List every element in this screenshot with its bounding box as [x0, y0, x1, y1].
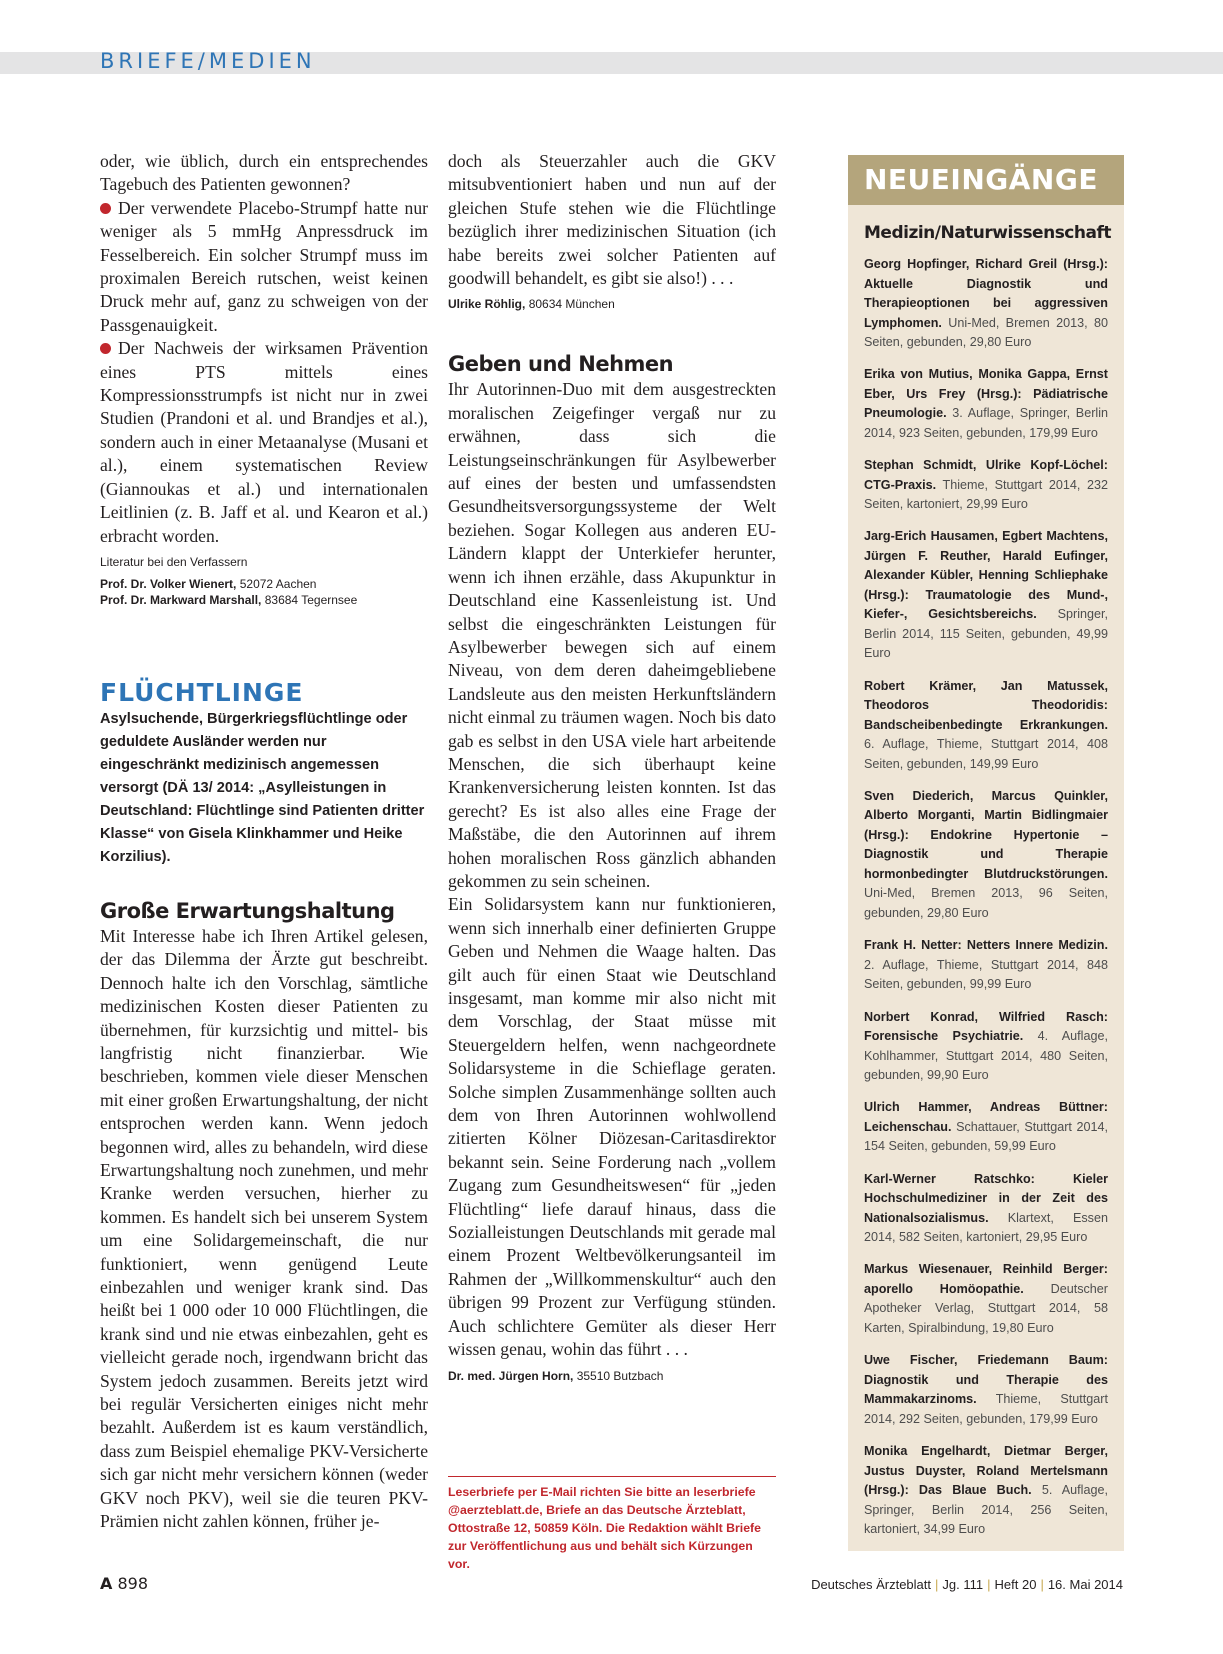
- book-details: Thieme, Stuttgart 2014, 232 Seiten, kartoniert, 29,99 Euro: [864, 477, 1108, 512]
- bullet-item: Der verwendete Placebo-Strumpf hatte nur weniger als 5 mmHg Anpressdruck im Fesselbereich. Ein solcher Strumpf muss im proximalen Bereich rutschen, weist keinen Druck mehr auf, ganz zu schweigen von der Passgenauigkeit.: [100, 197, 428, 335]
- book-list: [848, 255, 1124, 1540]
- page-number: A 898: [100, 1574, 149, 1593]
- letter-headline: Geben und Nehmen: [448, 352, 674, 377]
- book-details: Klartext, Essen 2014, 582 Seiten, kartoniert, 29,95 Euro: [864, 1210, 1108, 1245]
- author-line: Dr. med. Jürgen Horn, 35510 Butzbach: [448, 1368, 664, 1383]
- book-title: Markus Wiesenauer, Reinhild Berger: aporello Homöopathie.: [864, 1262, 1108, 1296]
- letter-intro: oder, wie üblich, durch ein entsprechendes Tagebuch des Patienten gewonnen?: [100, 151, 428, 195]
- book-details: Uni-Med, Bremen 2013, 96 Seiten, gebunden, 29,80 Euro: [864, 886, 1108, 920]
- book-title: Robert Krämer, Jan Matussek, Theodoros Theodoridis: Bandscheibenbedingte Erkrankungen.: [864, 678, 1108, 732]
- book-title: Sven Diederich, Marcus Quinkler, Alberto Morganti, Martin Bidlingmaier (Hrsg.): Endokrine Hypertonie – Diagnostik und Therapie hormonbedingter Blutdruckstörungen.: [864, 788, 1108, 881]
- column-middle: [448, 150, 776, 1384]
- book-entry: [848, 1442, 1124, 1540]
- book-title: Monika Engelhardt, Dietmar Berger, Justus Duyster, Roland Mertelsmann (Hrsg.): Das Blaue Buch.: [864, 1444, 1108, 1498]
- book-entry: [848, 1170, 1124, 1248]
- book-entry: [848, 677, 1124, 775]
- book-details: Uni-Med, Bremen 2013, 80 Seiten, gebunden, 29,80 Euro: [864, 315, 1108, 349]
- book-entry: [848, 1008, 1124, 1086]
- book-entry: [848, 1098, 1124, 1157]
- new-arrivals-sidebar: [848, 155, 1124, 1551]
- book-title: Ulrich Hammer, Andreas Büttner: Leichenschau.: [864, 1100, 1108, 1134]
- book-details: 5. Auflage, Springer, Berlin 2014, 256 Seiten, kartoniert, 34,99 Euro: [864, 1483, 1108, 1537]
- book-entry: [848, 787, 1124, 924]
- letter-continuation: doch als Steuerzahler auch die GKV mitsubventioniert haben und nun auf der gleichen Stufe stehen wie die Flüchtlinge bezüglich ihrer medizinischen Situation (ich habe bereits zwei solcher Patienten auf goodwill behandelt, es gibt sie also!) . . .: [448, 151, 776, 289]
- sidebar-subtitle: Medizin/Naturwissenschaft: [864, 223, 1111, 243]
- letter-headline: Große Erwartungshaltung: [100, 898, 395, 923]
- sidebar-title: NEUEINGÄNGE: [848, 155, 1124, 205]
- letter-body: Mit Interesse habe ich Ihren Artikel gelesen, der das Dilemma der Ärzte gut beschreibt. Dennoch halte ich den Vorschlag, sämtliche medizinischen Kosten dieser Patienten zu übernehmen, für kurzsichtig und mittel- bis langfristig nicht finanzierbar. Wie beschrieben, kommen viele dieser Menschen mit einer großen Erwartungshaltung, der nicht entsprochen werden kann. Wenn jedoch begonnen wird, alles zu behandeln, wird diese Erwartungshaltung noch zunehmen, und mehr Kranke werden versuchen, hierher zu kommen. Es handelt sich bei unserem System um eine Solidargemeinschaft, die nur funktioniert, wenn genügend Leute einbezahlen und weniger krank sind. Das heißt bei 1 000 oder 10 000 Flüchtlingen, die krank sind und nie etwas einbezahlen, geht es vielleicht gerade noch, irgendwann bricht das System jedoch zusammen. Bereits jetzt wird bei regulär Versicherten einiges nicht mehr bezahlt. Außerdem ist es kaum verständlich, dass zum Beispiel ehemalige PKV-Versicherte sich gar nicht mehr versichern können (weder GKV noch PKV), weil sie die teuren PKV-Prämien nicht zahlen können, früher je-: [100, 925, 428, 1532]
- literature-note: Literatur bei den Verfassern: [100, 554, 248, 569]
- section-label: BRIEFE/MEDIEN: [100, 49, 316, 73]
- book-details: 4. Auflage, Kohlhammer, Stuttgart 2014, 480 Seiten, gebunden, 99,90 Euro: [864, 1029, 1108, 1083]
- book-title: Georg Hopfinger, Richard Greil (Hrsg.): Aktuelle Diagnostik und Therapieoptionen bei aggressiven Lymphomen.: [864, 257, 1108, 330]
- bullet-dot-icon: [100, 343, 111, 354]
- book-details: 3. Auflage, Springer, Berlin 2014, 923 Seiten, gebunden, 179,99 Euro: [864, 406, 1108, 440]
- author-line: Ulrike Röhlig, 80634 München: [448, 297, 615, 312]
- author-line: Prof. Dr. Markward Marshall, 83684 Tegernsee: [100, 592, 358, 607]
- book-title: Norbert Konrad, Wilfried Rasch: Forensische Psychiatrie.: [864, 1009, 1108, 1044]
- book-title: Jarg-Erich Hausamen, Egbert Machtens, Jürgen F. Reuther, Harald Eufinger, Alexander Kübler, Henning Schliephake (Hrsg.): Traumatologie des Mund-, Kiefer-, Gesichtsbereichs.: [864, 529, 1108, 622]
- book-entry: [848, 365, 1124, 443]
- book-details: Deutscher Apotheker Verlag, Stuttgart 2014, 58 Karten, Spiralbindung, 19,80 Euro: [864, 1281, 1108, 1335]
- book-title: Frank H. Netter: Netters Innere Medizin.: [864, 938, 1108, 953]
- column-left: [100, 150, 428, 1533]
- bullet-dot-icon: [100, 203, 111, 214]
- letter-body: Ein Solidarsystem kann nur funktionieren, wenn sich innerhalb einer definierten Gruppe Geben und Nehmen die Waage halten. Das gilt auch für einen Staat wie Deutschland insgesamt, man komme mir also nicht mit dem Vorschlag, der Staat müsse mit Steuergeldern helfen, wenn nachgeordnete Solidarsysteme in die Schieflage geraten. Solche simplen Zusammenhänge sollten auch dem von Ihren Autorinnen wohlwollend zitierten Kölner Diözesan-Caritasdirektor bekannt sein. Seine Forderung nach „vollem Zugang zum Gesundheitswesen“ für „jeden Flüchtling“ liefe darauf hinaus, dass die Sozialleistungen Deutschlands mit gerade mal einem Prozent Weltbevölkerungsanteil im Rahmen der „Willkommenskultur“ auch den übrigen 99 Prozent zur Verfügung stünden. Auch schlichtere Gemüter als dieser Herr wissen genau, wohin das führt . . .: [448, 894, 776, 1360]
- author-line: Prof. Dr. Volker Wienert, 52072 Aachen: [100, 576, 317, 591]
- book-details: 2. Auflage, Thieme, Stuttgart 2014, 848 Seiten, gebunden, 99,99 Euro: [864, 957, 1108, 992]
- topic-teaser: Asylsuchende, Bürgerkriegsflüchtlinge oder geduldete Ausländer werden nur eingeschränkt medizinisch angemessen versorgt (DÄ 13/ 2014: „Asylleistungen in Deutschland: Flüchtlinge sind Patienten dritter Klasse“ von Gisela Klinkhammer und Heike Korzilius).: [100, 710, 425, 865]
- book-title: Karl-Werner Ratschko: Kieler Hochschulmediziner in der Zeit des Nationalsozialismus.: [864, 1171, 1108, 1225]
- book-entry: [848, 255, 1124, 353]
- bullet-item: Der Nachweis der wirksamen Prävention eines PTS mittels eines Kompressionsstrumpfs ist nicht nur in zwei Studien (Prandoni et al. und Brandjes et al.), sondern auch in einer Metaanalyse (Musani et al.), einem systematischen Review (Giannoukas et al.) und internationalen Leitlinien (z. B. Jaff et al. und Kearon et al.) erbracht worden.: [100, 338, 428, 546]
- letter-body: Ihr Autorinnen-Duo mit dem ausgestreckten moralischen Zeigefinger vergaß nur zu erwähnen, dass sich die Leistungseinschränkungen für Asylbewerber auf eines der besten und umfassendsten Gesundheitsversorgungssysteme der Welt beziehen. Sogar Kollegen aus anderen EU-Ländern klappt der Unterkiefer herunter, wenn ich ihnen erzähle, dass Akupunktur in Deutschland eine Kassenleistung ist. Und selbst die eingeschränkten Leistungen für Asylbewerber bewegen sich auf einem Niveau, von dem deren daheimgebliebene Landsleute aus den meisten Herkunftsländern nicht einmal zu träumen wagen. Noch bis dato gab es selbst in den USA viele hart arbeitende Menschen, die sich überhaupt keine Krankenversicherung leisten konnten. Ist das gerecht? Es ist also alles eine Frage der Maßstäbe, die den Autorinnen auf ihrem hohen moralischen Ross gänzlich abhanden gekommen zu sein scheinen.: [448, 379, 776, 891]
- journal-footer: Deutsches Ärzteblatt | Jg. 111 | Heft 20 | 16. Mai 2014: [811, 1577, 1123, 1592]
- book-title: Uwe Fischer, Friedemann Baum: Diagnostik und Therapie des Mammakarzinoms.: [864, 1353, 1108, 1407]
- submission-note: Leserbriefe per E-Mail richten Sie bitte an leserbriefe @aerzteblatt.de, Briefe an das Deutsche Ärzteblatt, Ottostraße 12, 50859 Köln. Die Redaktion wählt Briefe zur Veröffentlichung aus und behält sich Kürzungen vor.: [448, 1476, 776, 1573]
- book-entry: [848, 936, 1124, 995]
- book-title: Stephan Schmidt, Ulrike Kopf-Löchel: CTG-Praxis.: [864, 458, 1108, 492]
- book-entry: [848, 527, 1124, 664]
- book-details: Schattauer, Stuttgart 2014, 154 Seiten, gebunden, 59,99 Euro: [864, 1119, 1109, 1154]
- book-entry: [848, 1351, 1124, 1429]
- book-entry: [848, 1260, 1124, 1338]
- book-details: Thieme, Stuttgart 2014, 292 Seiten, gebunden, 179,99 Euro: [864, 1392, 1108, 1426]
- book-title: Erika von Mutius, Monika Gappa, Ernst Eber, Urs Frey (Hrsg.): Pädiatrische Pneumologie.: [864, 367, 1108, 421]
- book-entry: [848, 456, 1124, 515]
- topic-heading: FLÜCHTLINGE: [100, 677, 304, 707]
- book-details: Springer, Berlin 2014, 115 Seiten, gebunden, 49,99 Euro: [864, 607, 1109, 661]
- book-details: 6. Auflage, Thieme, Stuttgart 2014, 408 Seiten, gebunden, 149,99 Euro: [864, 737, 1108, 771]
